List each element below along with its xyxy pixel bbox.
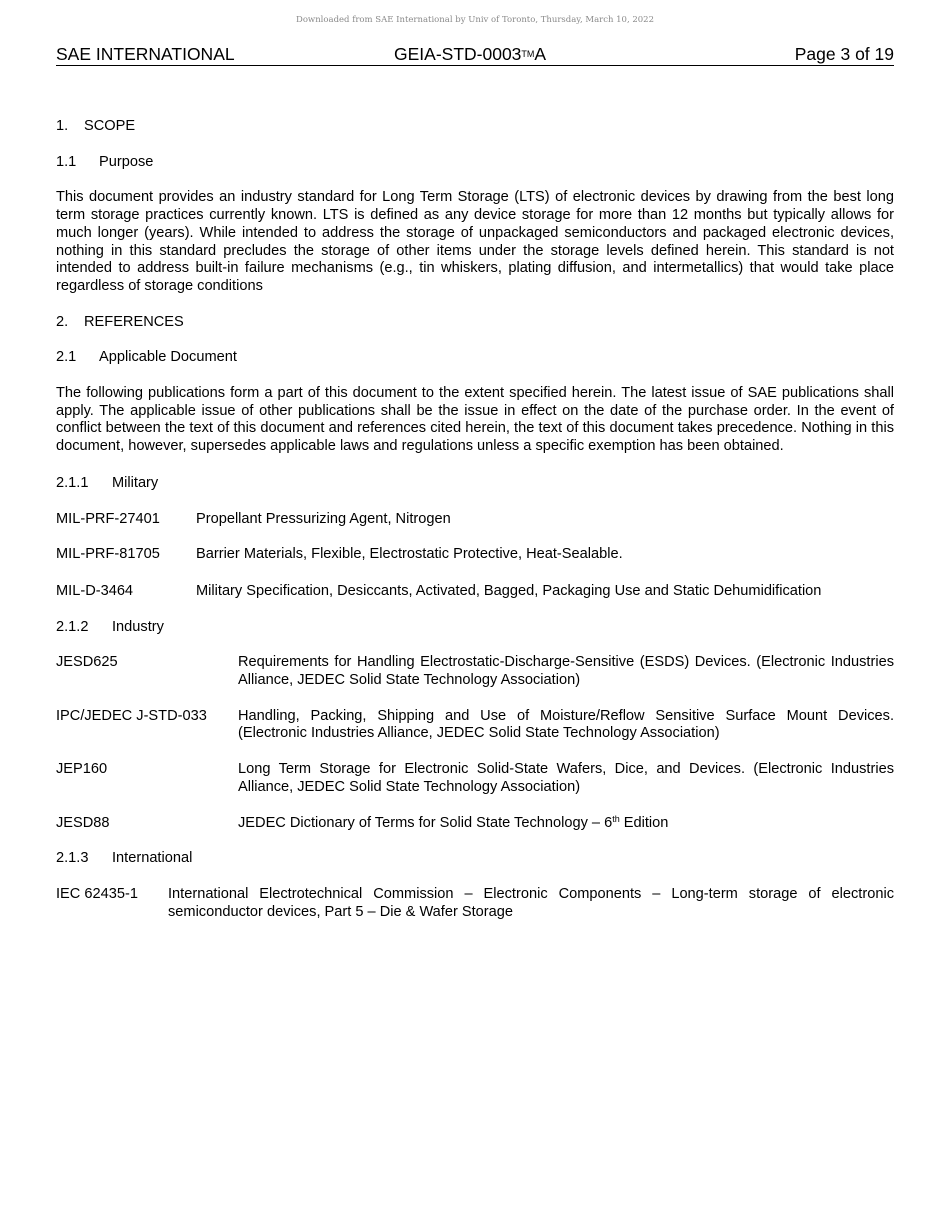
doc-id-main: GEIA-STD-0003 — [394, 44, 522, 64]
reference-row — [56, 761, 894, 796]
header-document-id — [394, 44, 546, 65]
document-body — [56, 118, 894, 921]
reference-row — [56, 886, 894, 921]
reference-code: MIL-PRF-81705 — [56, 546, 160, 563]
section-heading-industry — [56, 619, 894, 637]
section-number: 2.1.1 — [56, 474, 89, 491]
reference-row — [56, 654, 894, 689]
reference-code: MIL-D-3464 — [56, 582, 134, 599]
header-organization: SAE INTERNATIONAL — [56, 44, 235, 64]
reference-code: IPC/JEDEC J-STD-033 — [56, 707, 207, 724]
section-title: Military — [112, 474, 159, 491]
section-heading-purpose — [56, 154, 894, 172]
section-number: 1. — [56, 118, 69, 134]
ordinal-suffix: th — [612, 813, 620, 824]
applicable-document-paragraph: The following publications form a part of this document to the extent specified herein. The latest issue of SAE publications shall apply. The applicable issue of other publications shall be the issue in effect on the date of the purchase order. In the event of conflict between the text of this document and references cited herein, the text of this document takes precedence. Nothing in this document, however, supersedes applicable laws and regulations unless a specific exemption has been obtained. — [56, 385, 894, 455]
section-number: 1.1 — [56, 153, 77, 170]
reference-row — [56, 815, 894, 833]
section-number: 2.1.2 — [56, 618, 89, 635]
download-watermark: Downloaded from SAE International by Univ of Toronto, Thursday, March 10, 2022 — [296, 15, 654, 25]
header-page-number: Page 3 of 19 — [794, 44, 894, 64]
section-number: 2.1.3 — [56, 850, 89, 867]
section-number: 2.1 — [56, 349, 77, 366]
reference-row — [56, 708, 894, 743]
section-title: SCOPE — [84, 118, 136, 134]
page-header — [56, 44, 894, 66]
description-text-end: Edition — [619, 814, 669, 831]
reference-description: Long Term Storage for Electronic Solid-State Wafers, Dice, and Devices. (Electronic Industries Alliance, JEDEC Solid State Technology Association) — [238, 761, 894, 795]
section-title: Purpose — [99, 153, 154, 170]
section-heading-international — [56, 850, 894, 868]
reference-code: JESD625 — [56, 654, 118, 671]
section-title: REFERENCES — [84, 313, 184, 330]
trademark-mark: TM — [521, 49, 535, 59]
reference-code: JEP160 — [56, 761, 108, 778]
doc-id-revision: A — [534, 44, 547, 64]
reference-code: JESD88 — [56, 814, 110, 831]
purpose-paragraph: This document provides an industry standard for Long Term Storage (LTS) of electronic devices by drawing from the best long term storage practices currently known. LTS is defined as any device storage for more than 12 months but typically allows for much longer (years). While intended to address the storage of unpackaged semiconductors and packaged electronic devices, nothing in this standard precludes the storage of other items under the storage levels defined herein. This standard is not intended to address built-in failure mechanisms (e.g., tin whiskers, plating diffusion, and intermetallics) that would take place regardless of storage conditions — [56, 189, 894, 294]
section-heading-military — [56, 475, 894, 493]
description-text: JEDEC Dictionary of Terms for Solid State Technology – 6 — [238, 814, 613, 831]
reference-code: MIL-PRF-27401 — [56, 510, 160, 527]
reference-description — [238, 815, 894, 833]
section-title: Industry — [112, 618, 164, 635]
section-heading-references — [56, 314, 894, 332]
reference-description: Barrier Materials, Flexible, Electrostatic Protective, Heat-Sealable. — [196, 546, 623, 563]
reference-description: International Electrotechnical Commission – Electronic Components – Long-term storage of electronic semiconductor devices, Part 5 – Die & Wafer Storage — [168, 885, 894, 920]
reference-description: Propellant Pressurizing Agent, Nitrogen — [196, 510, 451, 527]
section-heading-scope — [56, 118, 894, 136]
section-heading-applicable-document — [56, 349, 894, 367]
reference-row — [56, 583, 894, 601]
reference-description: Requirements for Handling Electrostatic-Discharge-Sensitive (ESDS) Devices. (Electronic Industries Alliance, JEDEC Solid State Technology Association) — [238, 654, 894, 689]
section-title: Applicable Document — [99, 349, 237, 366]
reference-row — [56, 511, 894, 529]
section-number: 2. — [56, 313, 69, 330]
reference-description: Military Specification, Desiccants, Activated, Bagged, Packaging Use and Static Dehumidification — [196, 582, 822, 599]
reference-row — [56, 546, 894, 564]
reference-description: Handling, Packing, Shipping and Use of Moisture/Reflow Sensitive Surface Mount Devices. (Electronic Industries Alliance, JEDEC Solid State Technology Association) — [238, 707, 894, 742]
section-title: International — [112, 850, 193, 867]
reference-code: IEC 62435-1 — [56, 885, 138, 902]
